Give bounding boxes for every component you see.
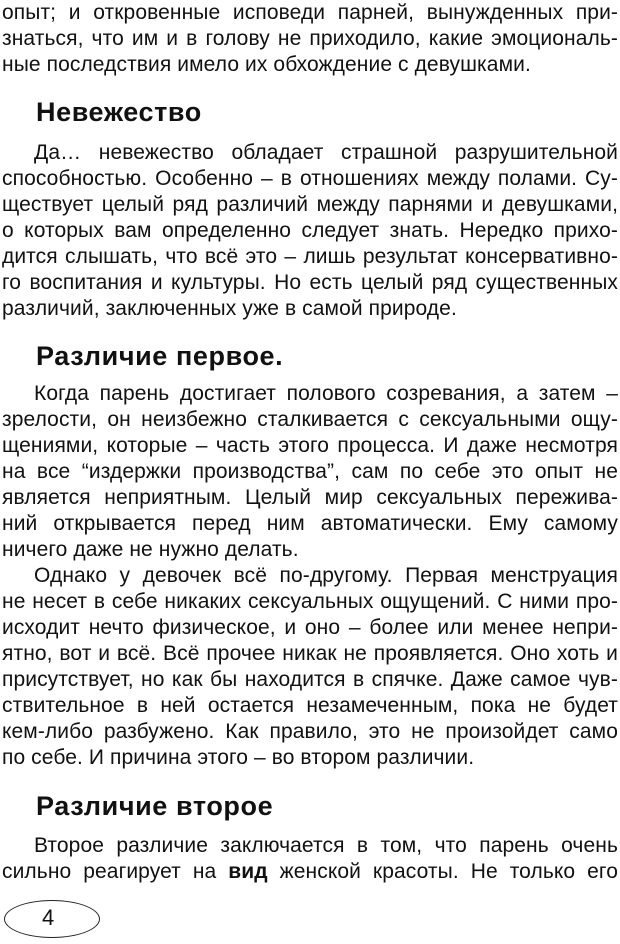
page-number: 4 xyxy=(42,905,55,930)
paragraph-line: зрелости, он неизбежно сталкивается с сексуальными ощу- xyxy=(2,408,618,431)
paragraph-line: ний открывается перед ним автоматически. Ему самому xyxy=(2,512,618,535)
paragraph-line: ствительное в ней остается незамеченным, пока не будет xyxy=(2,694,618,717)
paragraph-line: Да… невежество обладает страшной разрушительной xyxy=(34,141,618,164)
paragraph-line: по себе. И причина этого – во втором различии. xyxy=(2,746,475,769)
paragraph-line: опыт; и откровенные исповеди парней, вынужденных при- xyxy=(2,1,618,24)
paragraph-line: является неприятным. Целый мир сексуальных пережива- xyxy=(2,486,618,509)
paragraph-line: кем-либо разбужено. Как правило, это не произойдет само xyxy=(2,720,618,743)
paragraph-line: ществует целый ряд различий между парнями и девушками, xyxy=(2,193,618,216)
paragraph-line: исходит нечто физическое, и оно – более или менее непри- xyxy=(2,616,618,639)
emphasized-word: вид xyxy=(228,860,268,883)
paragraph-line: Однако у девочек всё по-другому. Первая менструация xyxy=(34,564,618,587)
paragraph-line: присутствует, но как бы находится в спячке. Даже самое чув- xyxy=(2,668,618,691)
paragraph-line: ятно, вот и всё. Всё прочее никак не проявляется. Оно хоть и xyxy=(2,642,618,665)
paragraph-line: го воспитания и культуры. Но есть целый ряд существенных xyxy=(2,271,618,294)
paragraph-line: способностью. Особенно – в отношениях между полами. Су- xyxy=(2,167,618,190)
paragraph-line: не несет в себе никаких сексуальных ощущений. С ними про- xyxy=(2,590,618,613)
section-heading-ignorance: Невежество xyxy=(36,97,202,127)
paragraph-line: дится слышать, что всё это – лишь результат консервативно- xyxy=(2,245,618,268)
paragraph-line: Второе различие заключается в том, что парень очень xyxy=(34,834,618,857)
paragraph-line: различий, заключенных уже в самой природе. xyxy=(2,297,457,320)
paragraph-line: знаться, что им и в голову не приходило, какие эмоциональ- xyxy=(2,27,618,50)
paragraph-line: ничего даже не нужно делать. xyxy=(2,538,299,561)
text-run: женской красоты. Не только его xyxy=(267,860,618,883)
section-heading-difference-second: Различие второе xyxy=(36,791,274,821)
paragraph-line: щениями, которые – часть этого процесса. И даже несмотря xyxy=(2,434,618,457)
paragraph-line: Когда парень достигает полового созревания, а затем – xyxy=(34,382,618,405)
paragraph-line: ные последствия имело их обхождение с девушками. xyxy=(2,53,531,76)
text-run: сильно реагирует на xyxy=(2,860,229,883)
section-heading-difference-first: Различие первое. xyxy=(36,341,284,371)
paragraph-line: о которых вам определенно следует знать. Нередко прихо- xyxy=(2,219,618,242)
paragraph-line: на все “издержки производства”, сам по себе это опыт не xyxy=(2,460,618,483)
paragraph-line xyxy=(2,859,618,885)
